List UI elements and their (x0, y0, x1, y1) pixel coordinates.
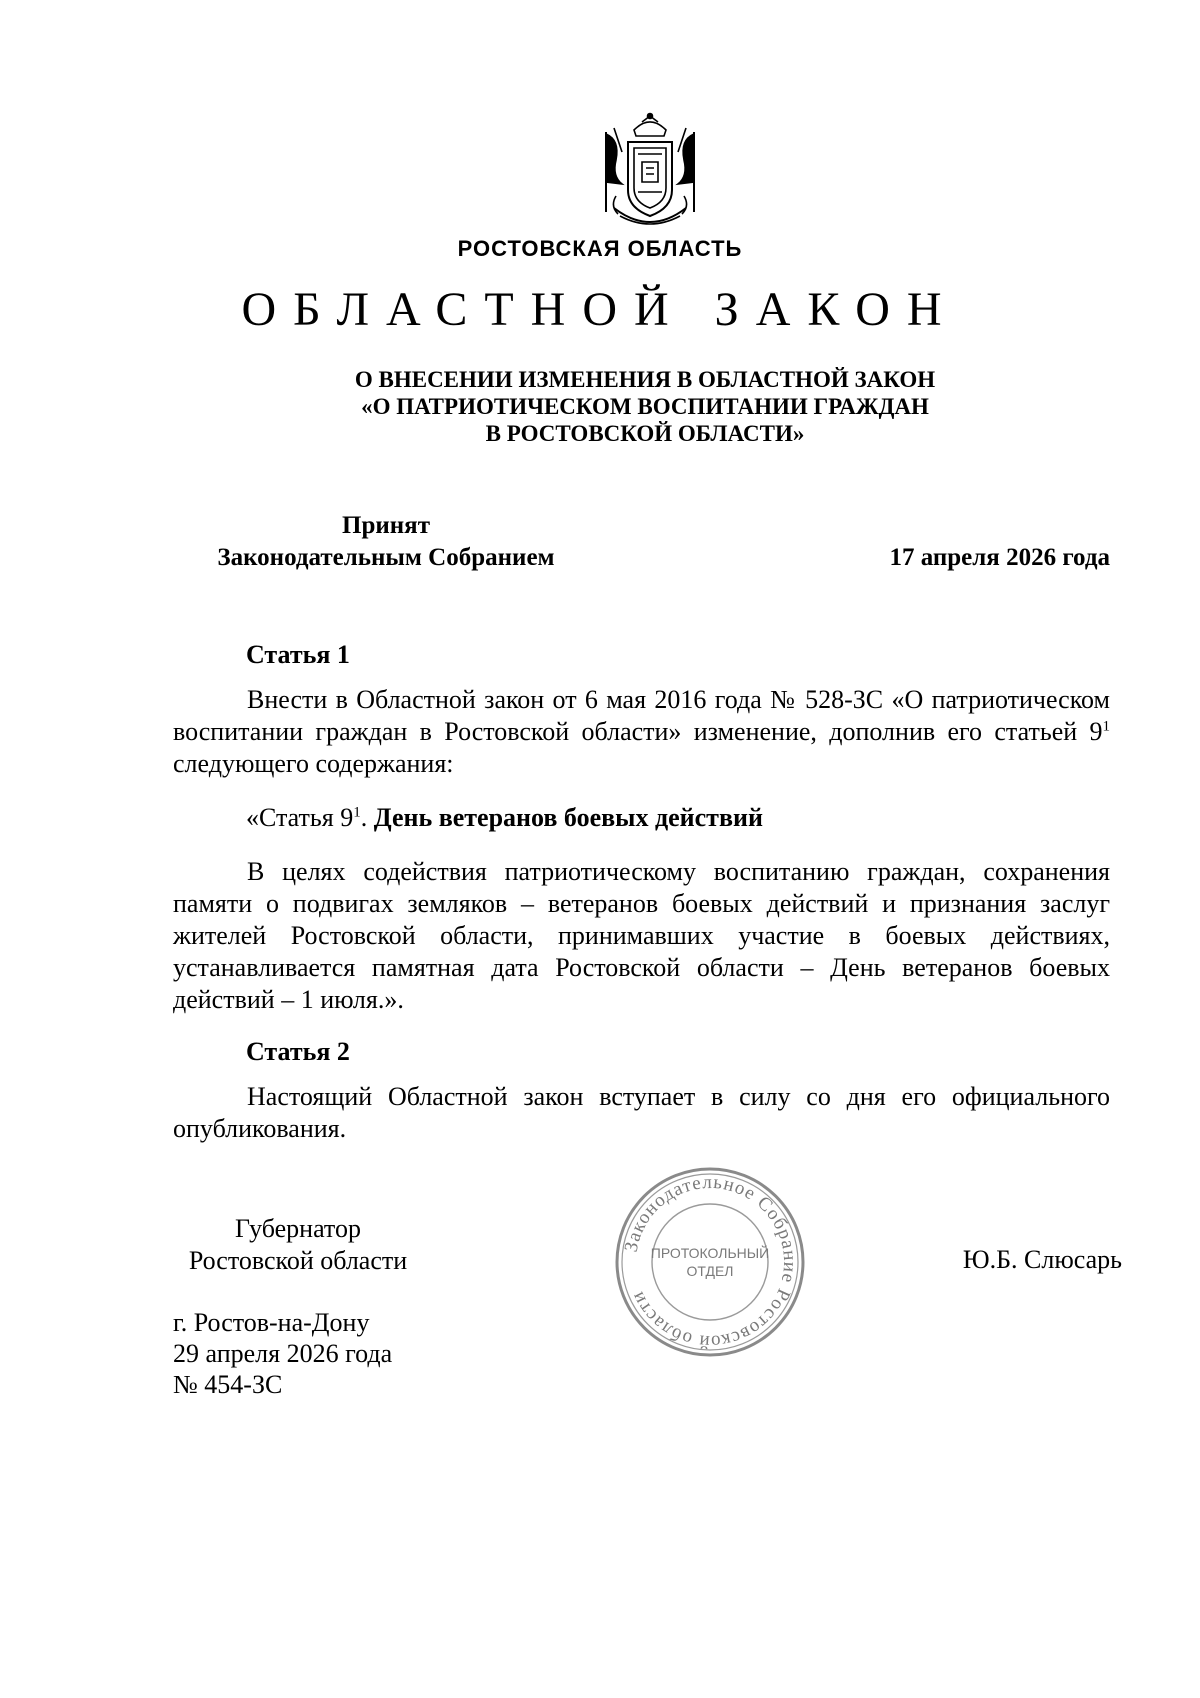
signatory-name: Ю.Б. Слюсарь (962, 1245, 1122, 1274)
adoption-line: Принят (342, 512, 430, 539)
article-9-1-title (246, 802, 1106, 834)
coat-of-arms-icon (594, 112, 706, 234)
law-title-line: «О ПАТРИОТИЧЕСКОМ ВОСПИТАНИИ ГРАЖДАН (361, 394, 929, 419)
adoption-block (176, 510, 596, 574)
document-type: ОБЛАСТНОЙ ЗАКОН (241, 283, 959, 336)
adoption-date: 17 апреля 2026 года (889, 544, 1110, 571)
adoption-line: Законодательным Собранием (217, 544, 555, 571)
law-title-line: О ВНЕСЕНИИ ИЗМЕНЕНИЯ В ОБЛАСТНОЙ ЗАКОН (354, 367, 936, 392)
region-name: РОСТОВСКАЯ ОБЛАСТЬ (457, 236, 743, 261)
superscript: 1 (1102, 718, 1110, 735)
place-city: г. Ростов-на-Дону (173, 1308, 370, 1337)
article-9-1-body: В целях содействия патриотическому воспитанию граждан, сохранения памяти о подвигах земляков – ветеранов боевых действий и признания заслуг жителей Ростовской области, принимавших участие в боевых действиях, устанавливается памятная дата Ростовской области – День ветеранов боевых действий – 1 июля.». (173, 857, 1110, 1014)
article-1-intro-text-end: следующего содержания: (173, 749, 454, 778)
seal-ring-text: Законодательное Собрание Ростовской области (620, 1171, 801, 1353)
article-9-1-dot: . (360, 803, 374, 832)
article-2-body: Настоящий Областной закон вступает в силу со дня его официального опубликования. (173, 1082, 1110, 1143)
seal-inner-line: ОТДЕЛ (686, 1263, 734, 1279)
law-title-line: В РОСТОВСКОЙ ОБЛАСТИ» (485, 421, 805, 446)
article-9-1-prefix: «Статья 9 (246, 803, 354, 832)
position-line: Губернатор (235, 1214, 361, 1243)
place-date-number (173, 1307, 392, 1400)
article-1-heading: Статья 1 (246, 640, 350, 669)
article-2-heading: Статья 2 (246, 1037, 350, 1066)
signatory-position (173, 1213, 423, 1277)
article-1-intro (173, 684, 1110, 780)
law-number: № 454-ЗС (173, 1370, 283, 1399)
article-9-1-name: День ветеранов боевых действий (373, 803, 763, 832)
signing-date: 29 апреля 2026 года (173, 1339, 393, 1368)
superscript: 1 (353, 804, 361, 821)
round-seal-icon (610, 1162, 810, 1362)
seal-inner-line: ПРОТОКОЛЬНЫЙ (650, 1245, 770, 1261)
law-title (0, 366, 1200, 447)
position-line: Ростовской области (188, 1246, 408, 1275)
article-1-intro-text: Внести в Областной закон от 6 мая 2016 года № 528-ЗС «О патриотическом воспитании граждан в Ростовской области» изменение, дополнив его статьей 9 (173, 685, 1110, 746)
